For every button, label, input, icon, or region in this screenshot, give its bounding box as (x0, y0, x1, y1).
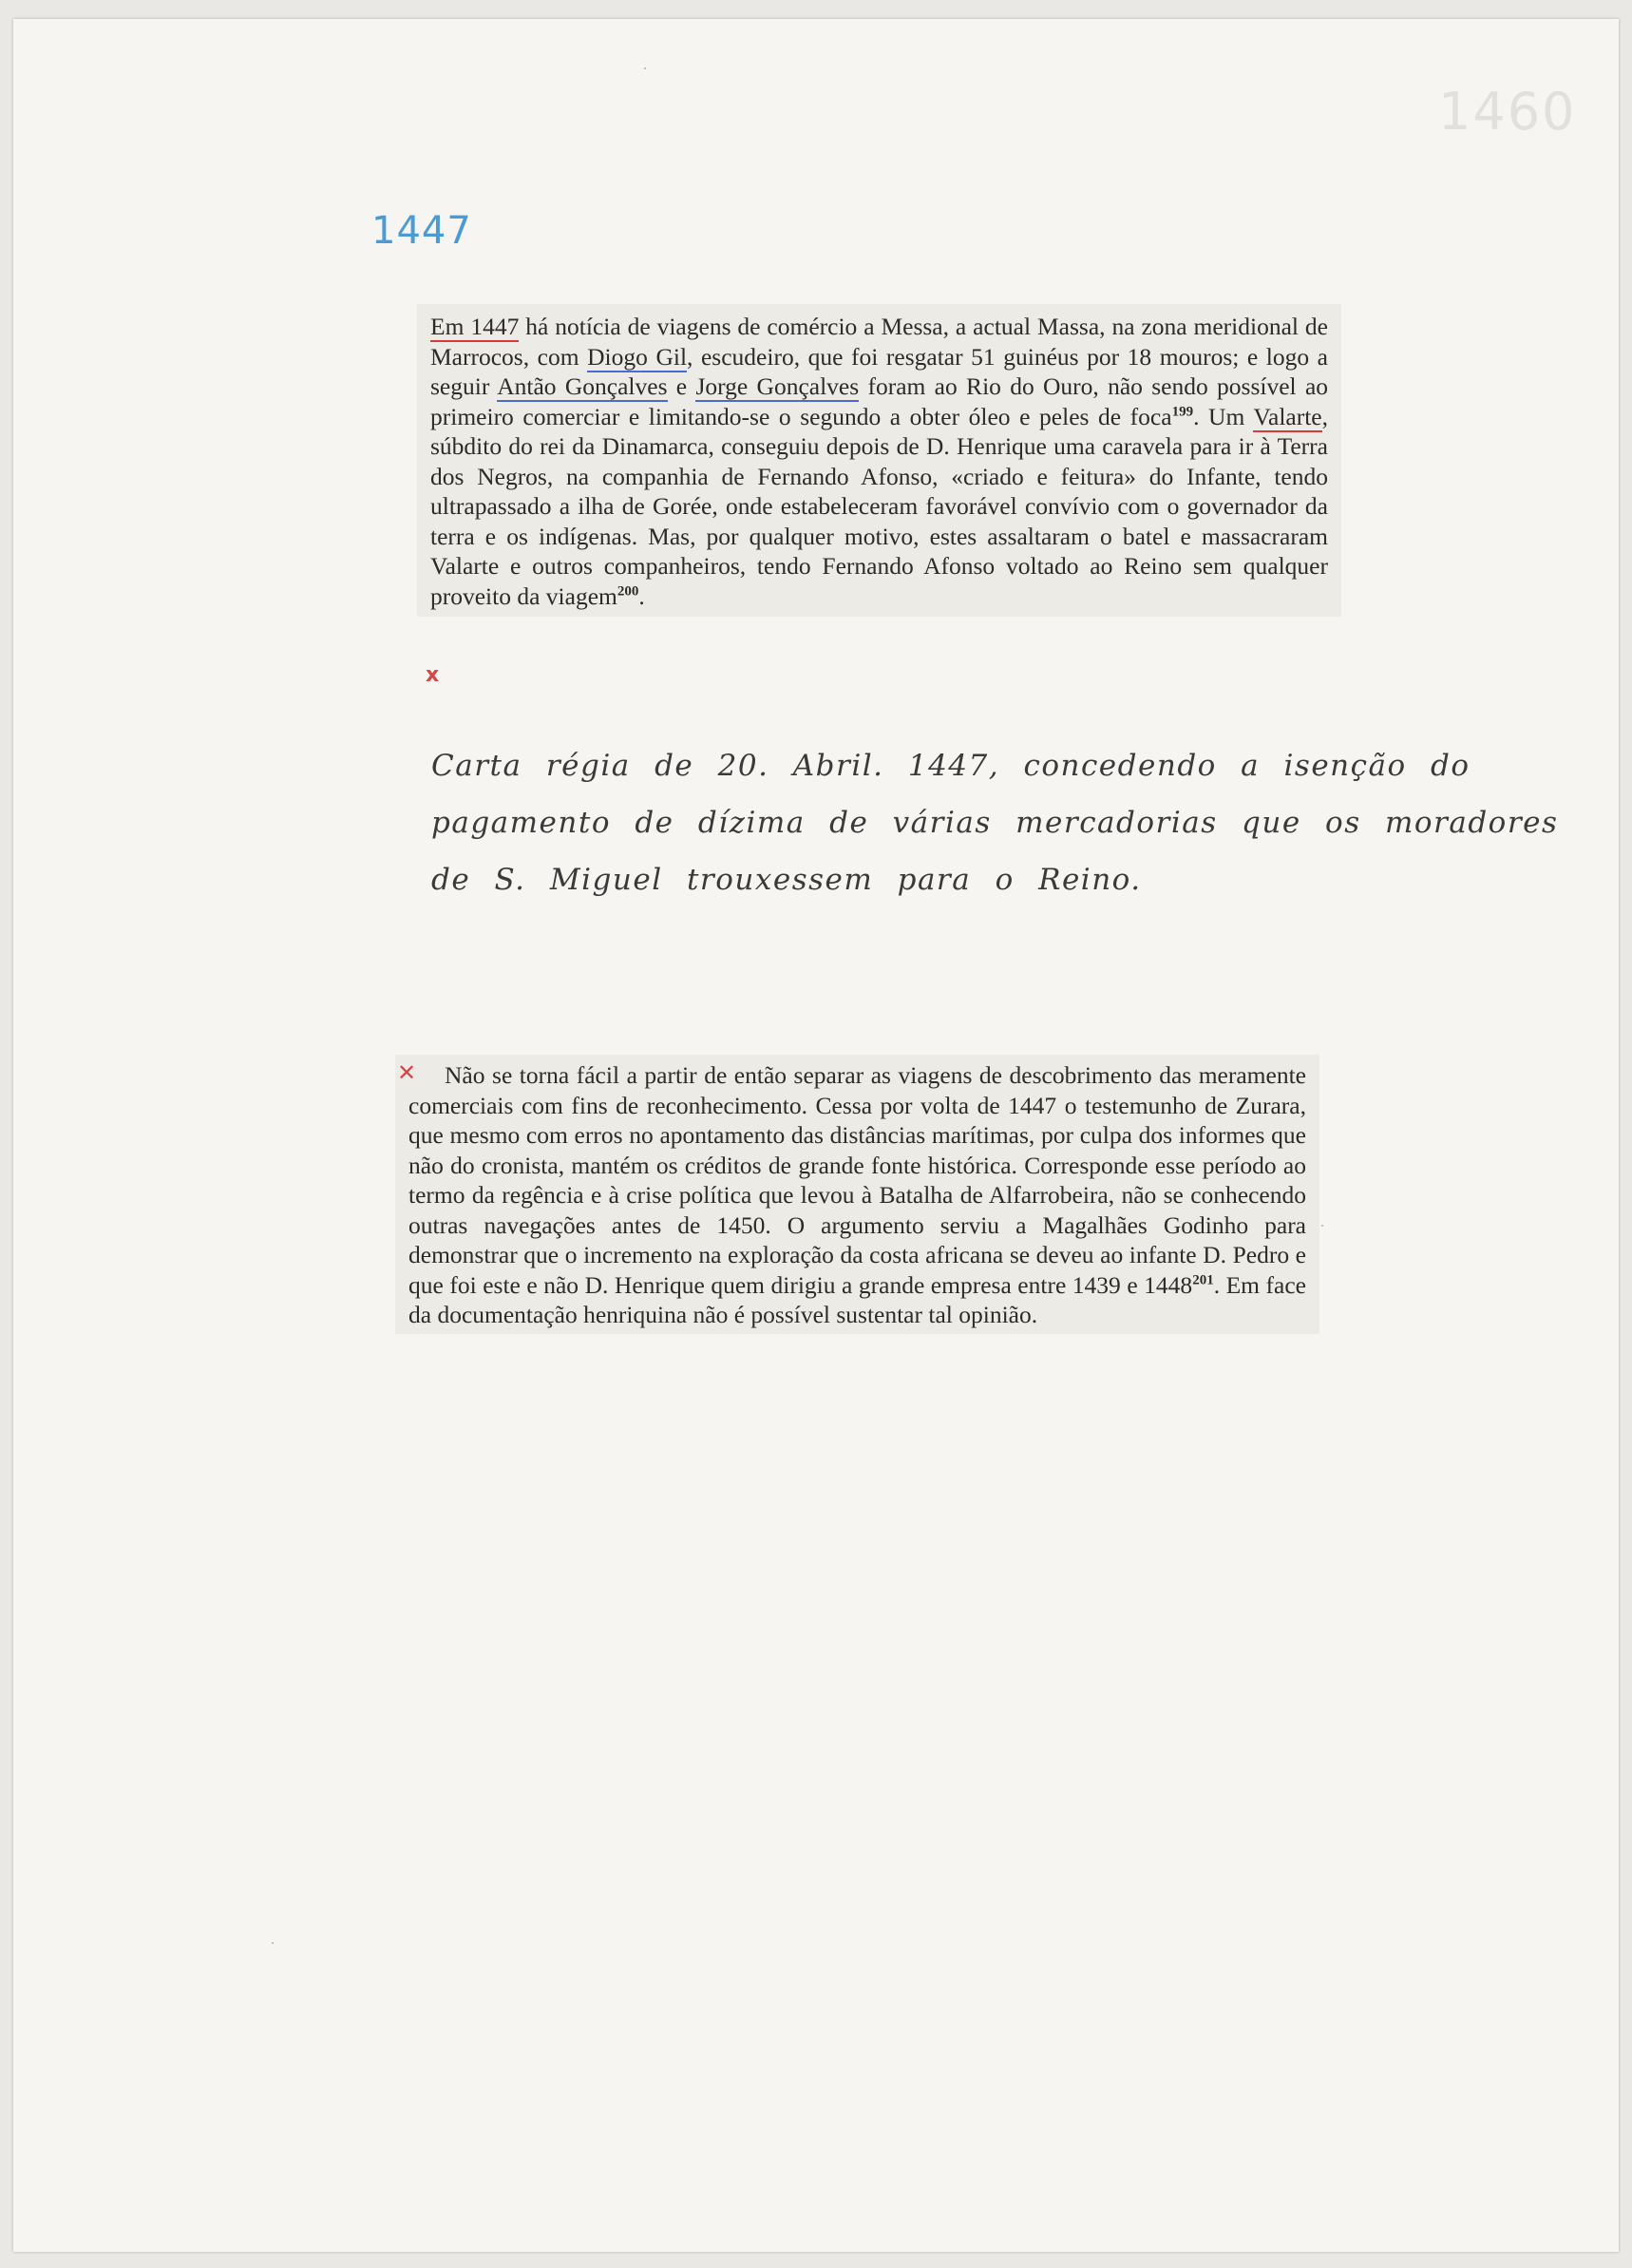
text-run: , súbdito do rei da Dinamarca, conseguiu depois de D. Henrique uma caravela para ir à Terra dos Negros, na companhia de Fernando Afonso, «criado e feitura» do Infante, tendo ultrapassado a ilha de Gorée, onde estabeleceram favorável convívio com o governador da terra e os indígenas. Mas, por qualquer motivo, estes assaltaram o batel e massacraram Valarte e outros companheiros, tendo Fernando Afonso voltado ao Reino sem qualquer proveito da viagem (430, 402, 1328, 610)
text-run: . Em face da documentação henriquina não é possível sustentar tal opinião. (408, 1270, 1306, 1328)
text-run: e (667, 372, 696, 400)
clipping-1-paragraph (430, 312, 1328, 611)
clipping-2-paragraph (408, 1060, 1306, 1330)
document-page (13, 19, 1619, 2252)
text-run: . (638, 581, 645, 610)
text-run: há notícia de viagens de comércio a Messa, a actual Massa, na zona meridional de Marrocos, com (430, 313, 1328, 371)
footnote-ref: 201 (1192, 1272, 1214, 1287)
red-cross-mark: ✕ (397, 1059, 417, 1086)
text-run: foram ao Rio do Ouro, não sendo possível ao primeiro comerciar e limitando-se o segundo a obter óleo e peles de foca (430, 372, 1329, 430)
underlined-name: Antão Gonçalves (497, 372, 668, 400)
underlined-name: Valarte (1253, 402, 1322, 430)
paper-speck: · (270, 1934, 275, 1953)
handwritten-line: de S. Miguel trouxessem para o Reino. (431, 863, 1142, 897)
paper-speck: · (1319, 1216, 1325, 1235)
underlined-phrase: Em 1447 (430, 313, 520, 340)
text-run: Não se torna fácil a partir de então separar as viagens de descobrimento das meramente comerciais com fins de reconhecimento. Cessa por volta de 1447 o testemunho de Zurara, que mesmo com erros no apontamento das distâncias marítimas, por culpa dos informes que não do cronista, mantém os créditos de grande fonte histórica. Corresponde esse período ao termo da regência e à crise política que levou à Batalha de Alfarrobeira, não se conhecendo outras navegações antes de 1450. O argumento serviu a Magalhães Godinho para demonstrar que o incremento na exploração da costa africana se deveu ao infante D. Pedro e que foi este e não D. Henrique quem dirigiu a grande empresa entre 1439 e 1448 (408, 1061, 1306, 1299)
footnote-ref: 199 (1171, 404, 1194, 419)
pencil-page-number: 1460 (1438, 82, 1577, 142)
handwritten-note (431, 737, 1559, 908)
underlined-name: Jorge Gonçalves (695, 372, 860, 400)
handwritten-line: Carta régia de 20. Abril. 1447, concedendo a isenção do (431, 749, 1471, 783)
red-cross-mark: x (426, 663, 440, 687)
handwritten-line: pagamento de dízima de várias mercadorias que os moradores (431, 806, 1559, 840)
handwritten-year-note: 1447 (371, 209, 472, 253)
text-run: , escudeiro, que foi resgatar 51 guinéus por 18 mouros; e logo a seguir (430, 342, 1329, 400)
text-run: . Um (1193, 402, 1254, 430)
text-clipping-2 (395, 1055, 1319, 1334)
text-clipping-1 (417, 304, 1341, 617)
paper-speck: · (642, 59, 648, 78)
footnote-ref: 200 (617, 583, 639, 599)
underlined-name: Diogo Gil (587, 342, 688, 371)
